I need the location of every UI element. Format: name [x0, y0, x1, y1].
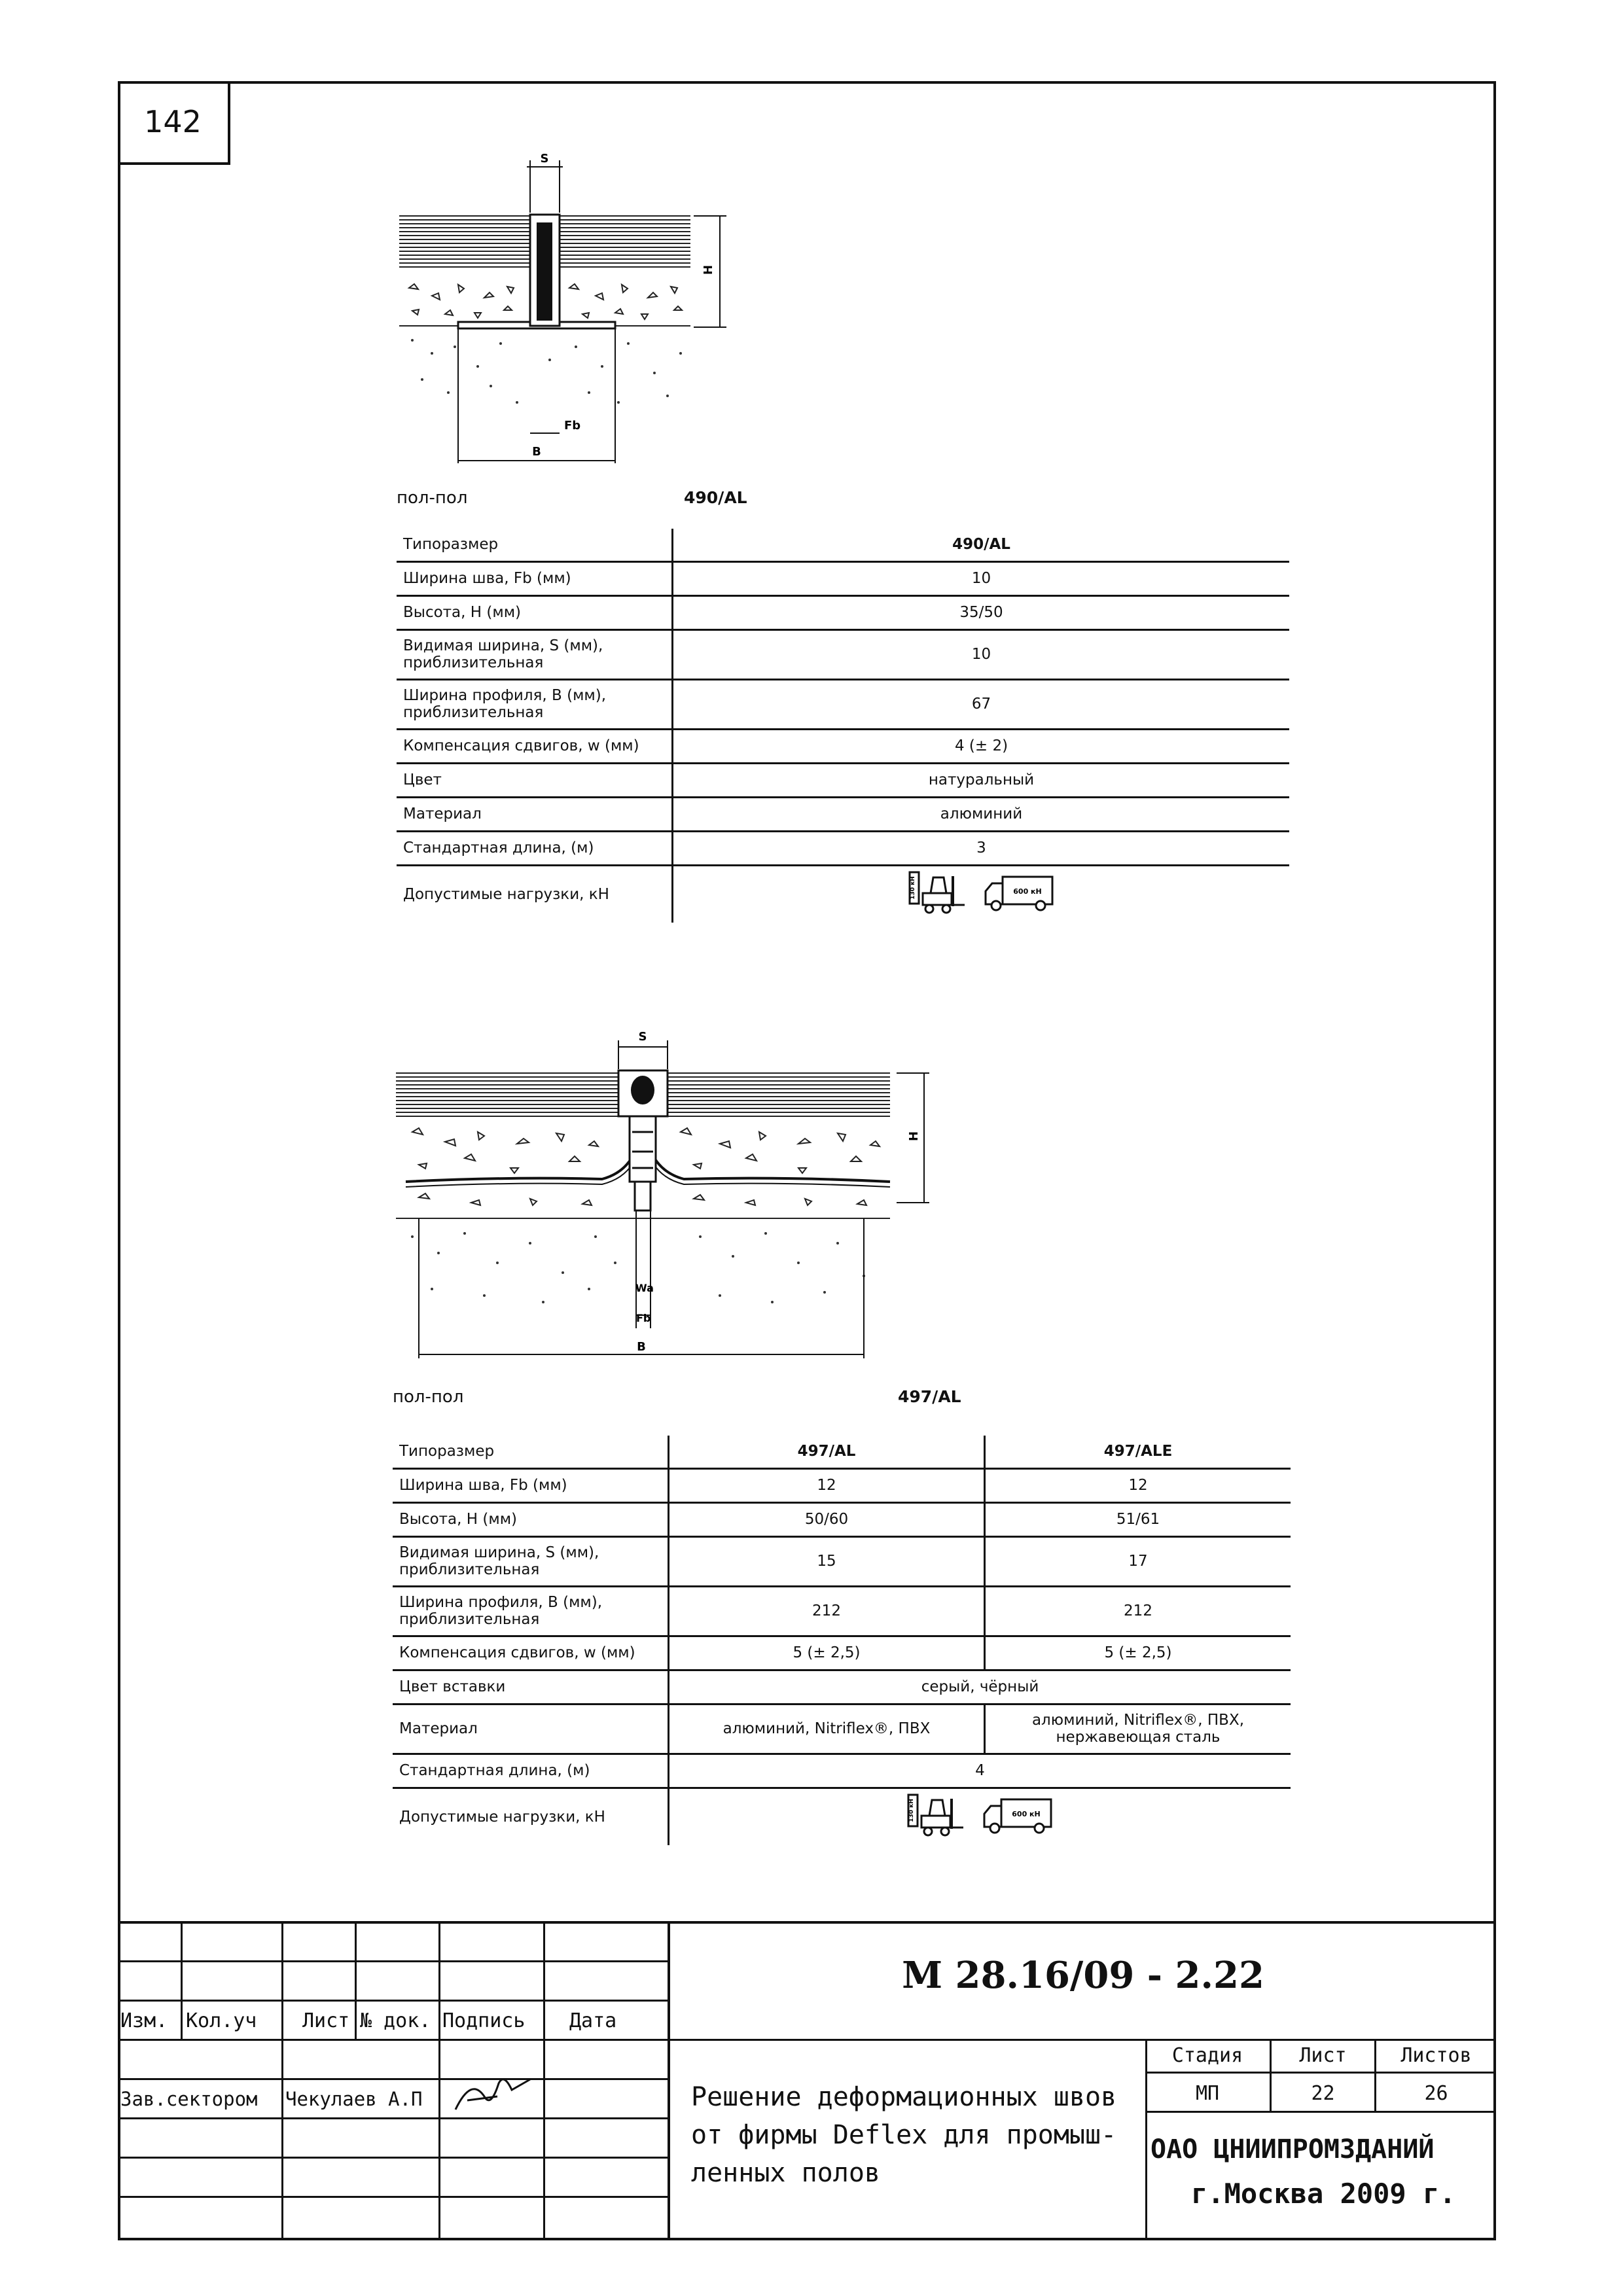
table-value: 51/61 — [985, 1502, 1291, 1536]
table-key: Допустимые нагрузки, кН — [393, 1788, 669, 1845]
description-line-3: ленных полов — [691, 2158, 880, 2188]
svg-text:130 кН: 130 кН — [909, 875, 916, 900]
table-row — [397, 595, 1289, 629]
spec-table-497 — [393, 1436, 1291, 1845]
table-key: Ширина профиля, B (мм), приблизительная — [393, 1586, 669, 1636]
table-value: серый, чёрный — [669, 1670, 1291, 1704]
table-value: 15 — [669, 1536, 985, 1586]
sheet-value: 22 — [1311, 2082, 1335, 2105]
svg-text:130 кН: 130 кН — [908, 1798, 915, 1822]
col-izm: Изм. — [120, 2009, 168, 2032]
table-value: натуральный — [673, 763, 1290, 797]
organization-name: ОАО ЦНИИПРОМЗДАНИЙ — [1150, 2134, 1435, 2164]
sheets-value: 26 — [1424, 2082, 1448, 2105]
table-key: Видимая ширина, S (мм), приблизительная — [393, 1536, 669, 1586]
svg-text:600 кН: 600 кН — [1011, 1809, 1041, 1818]
table-row — [397, 831, 1289, 865]
svg-text:600 кН: 600 кН — [1012, 887, 1042, 896]
truck-icon — [982, 1795, 1054, 1835]
table-value: 50/60 — [669, 1502, 985, 1536]
dim-b-label: B — [532, 445, 541, 459]
table-value: 497/AL — [669, 1436, 985, 1468]
table-value: 5 (± 2,5) — [985, 1636, 1291, 1670]
table-key: Высота, H (мм) — [393, 1502, 669, 1536]
description-line-2: от фирмы Deflex для промыш- — [691, 2120, 1117, 2150]
table-row — [393, 1636, 1291, 1670]
table-key: Материал — [397, 797, 673, 831]
section2-type-label: пол-пол — [393, 1387, 464, 1407]
stage-header: Стадия — [1171, 2044, 1243, 2067]
table-key: Компенсация сдвигов, w (мм) — [397, 729, 673, 763]
table-value: алюминий — [673, 797, 1290, 831]
table-key: Стандартная длина, (м) — [393, 1754, 669, 1788]
dim-w-label: Wa — [635, 1282, 654, 1294]
sheets-header: Листов — [1400, 2044, 1472, 2067]
table-row — [397, 561, 1289, 595]
table-value: 5 (± 2,5) — [669, 1636, 985, 1670]
dim-h-label: H — [702, 264, 715, 275]
role-label: Зав.сектором — [120, 2088, 258, 2110]
table-row — [397, 679, 1289, 729]
table-key: Ширина шва, Fb (мм) — [397, 561, 673, 595]
table-row — [397, 797, 1289, 831]
load-icons-cell — [673, 865, 1290, 923]
table-row — [393, 1586, 1291, 1636]
dim-fb-label: Fb — [564, 419, 581, 433]
table-row — [393, 1536, 1291, 1586]
table-value: 212 — [669, 1586, 985, 1636]
joint-drawing-497 — [393, 1027, 942, 1368]
table-row — [397, 763, 1289, 797]
dim-s-label: S — [638, 1030, 647, 1044]
col-sign: Подпись — [442, 2009, 526, 2032]
table-row — [397, 529, 1289, 561]
section2-model-label: 497/AL — [898, 1387, 961, 1406]
dim-s-label: S — [540, 152, 549, 166]
table-row — [397, 865, 1289, 923]
forklift-icon — [907, 1792, 966, 1838]
table-row — [393, 1754, 1291, 1788]
table-row — [397, 629, 1289, 679]
table-row — [393, 1670, 1291, 1704]
table-key: Ширина профиля, B (мм), приблизительная — [397, 679, 673, 729]
table-key: Допустимые нагрузки, кН — [397, 865, 673, 923]
dim-fb-label: Fb — [636, 1312, 651, 1324]
table-value: 67 — [673, 679, 1290, 729]
col-kol: Кол.уч — [186, 2009, 257, 2032]
table-value: 4 (± 2) — [673, 729, 1290, 763]
sheet-header: Лист — [1299, 2044, 1347, 2067]
table-value: 12 — [985, 1468, 1291, 1502]
table-row — [393, 1788, 1291, 1845]
person-name: Чекулаев А.П — [285, 2088, 423, 2110]
table-value: 497/ALE — [985, 1436, 1291, 1468]
table-value: 3 — [673, 831, 1290, 865]
truck-icon — [983, 873, 1055, 912]
table-row — [393, 1704, 1291, 1754]
col-list: Лист — [302, 2009, 350, 2032]
page-number: 142 — [118, 81, 230, 165]
load-icons-cell — [669, 1788, 1291, 1845]
table-key: Ширина шва, Fb (мм) — [393, 1468, 669, 1502]
col-date: Дата — [569, 2009, 617, 2032]
table-row — [393, 1468, 1291, 1502]
section1-type-label: пол-пол — [397, 488, 468, 508]
table-row — [397, 729, 1289, 763]
table-row — [393, 1502, 1291, 1536]
table-key: Стандартная длина, (м) — [397, 831, 673, 865]
dim-h-label: H — [907, 1131, 921, 1141]
table-value: 212 — [985, 1586, 1291, 1636]
joint-drawing-490 — [393, 150, 746, 478]
organization-city-year: г.Москва 2009 г. — [1191, 2178, 1456, 2210]
table-key: Материал — [393, 1704, 669, 1754]
table-key: Высота, H (мм) — [397, 595, 673, 629]
table-value: 35/50 — [673, 595, 1290, 629]
table-row — [393, 1436, 1291, 1468]
table-value: 490/AL — [673, 529, 1290, 561]
spec-table-490 — [397, 529, 1289, 923]
table-key: Типоразмер — [393, 1436, 669, 1468]
table-key: Цвет вставки — [393, 1670, 669, 1704]
dim-b-label: B — [637, 1340, 646, 1354]
table-value: алюминий, Nitriflex®, ПВХ — [669, 1704, 985, 1754]
title-block — [118, 1921, 1496, 2240]
forklift-icon — [908, 870, 967, 915]
table-value: 10 — [673, 629, 1290, 679]
table-value: 4 — [669, 1754, 1291, 1788]
table-key: Видимая ширина, S (мм), приблизительная — [397, 629, 673, 679]
table-value: алюминий, Nitriflex®, ПВХ, нержавеющая сталь — [985, 1704, 1291, 1754]
description-line-1: Решение деформационных швов — [691, 2082, 1117, 2112]
table-key: Типоразмер — [397, 529, 673, 561]
section1-model-label: 490/AL — [684, 488, 747, 507]
stage-value: МП — [1195, 2082, 1220, 2105]
signature-image — [452, 2070, 537, 2116]
table-value: 17 — [985, 1536, 1291, 1586]
table-value: 10 — [673, 561, 1290, 595]
col-doc: № док. — [360, 2009, 431, 2032]
table-value: 12 — [669, 1468, 985, 1502]
table-key: Цвет — [397, 763, 673, 797]
document-code: М 28.16/09 - 2.22 — [902, 1954, 1264, 1997]
table-key: Компенсация сдвигов, w (мм) — [393, 1636, 669, 1670]
